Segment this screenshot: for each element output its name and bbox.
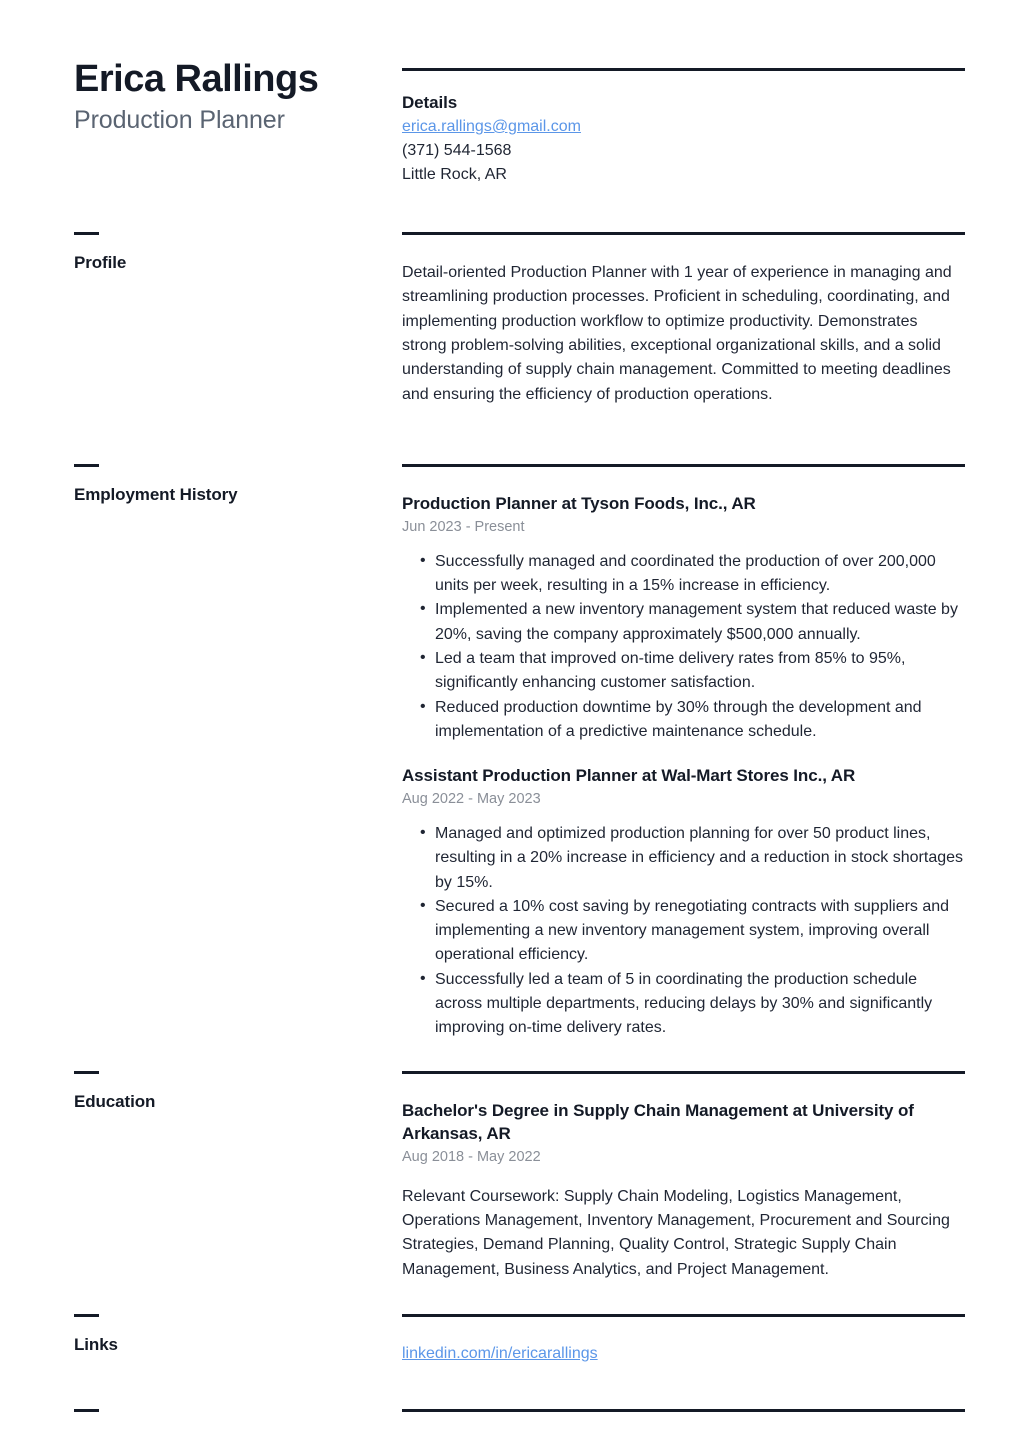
education-title: Bachelor's Degree in Supply Chain Management at University of Arkansas, AR: [402, 1101, 914, 1143]
next-section-divider: [402, 1409, 965, 1412]
dash-marker-icon: [74, 464, 99, 467]
list-item: • Successfully led a team of 5 in coordinating the production schedule across multiple departments, reducing delays by 30% and significantly improving on-time delivery rates.: [402, 968, 965, 1041]
education-coursework: Relevant Coursework: Supply Chain Modeling, Logistics Management, Operations Management, Inventory Management, Procurement and Sourcing Strategies, Demand Planning, Quality Control, Strategic Supply Chain Management, Business Analytics, and Project Management.: [402, 1187, 950, 1278]
list-item: • Managed and optimized production planning for over 50 product lines, resulting in a 20% increase in efficiency and a reduction in stock shortages by 15%.: [402, 822, 965, 895]
dash-marker-icon: [74, 1314, 99, 1317]
location-text: Little Rock, AR: [402, 165, 507, 183]
employment-bullet-list: [402, 550, 965, 745]
employment-title: Assistant Production Planner at Wal-Mart Stores Inc., AR: [402, 766, 856, 786]
section-rule-next: [402, 1409, 965, 1412]
education-date: Aug 2018 - May 2022: [402, 1148, 541, 1165]
sidebar-label-profile: Profile: [74, 253, 127, 272]
profile-text: Detail-oriented Production Planner with 1 year of experience in managing and streamlining production processes. Proficient in scheduling, coordinating, and implementing production workflow to optimize productivity. Demonstrates strong problem-solving abilities, exceptional organizational skills, and a solid understanding of supply chain management. Committed to meeting deadlines and ensuring the efficiency of production operations.: [402, 264, 952, 403]
dash-marker-icon: [74, 1409, 99, 1412]
sidebar-item-next: [74, 1409, 374, 1430]
employment-entry: [402, 765, 965, 1041]
sidebar-item-profile: [74, 232, 374, 273]
employment-date: Jun 2023 - Present: [402, 518, 525, 535]
sidebar-item-education: [74, 1071, 374, 1112]
linkedin-link[interactable]: linkedin.com/in/ericarallings: [402, 1345, 598, 1362]
section-rule-education: [402, 1071, 965, 1074]
dash-marker-icon: [74, 1071, 99, 1074]
employment-title: Production Planner at Tyson Foods, Inc., AR: [402, 494, 756, 513]
employment-section: [402, 464, 965, 1041]
list-item: • Implemented a new inventory management system that reduced waste by 20%, saving the company approximately $500,000 annually.: [402, 598, 965, 647]
dash-marker-icon: [74, 232, 99, 235]
employment-entry: [402, 493, 965, 744]
profile-section: [402, 232, 965, 407]
details-heading: Details: [402, 93, 458, 112]
list-item: • Reduced production downtime by 30% through the development and implementation of a predictive maintenance schedule.: [402, 696, 965, 745]
links-section: [402, 1314, 965, 1366]
resume-header: [74, 58, 394, 136]
list-item: • Successfully managed and coordinated the production of over 200,000 units per week, resulting in a 15% increase in efficiency.: [402, 550, 965, 599]
sidebar-item-links: [74, 1314, 374, 1355]
employment-bullet-list: [402, 822, 965, 1041]
section-rule-employment: [402, 464, 965, 467]
section-rule-profile: [402, 232, 965, 235]
sidebar-label-employment: Employment History: [74, 485, 238, 504]
sidebar-label-education: Education: [74, 1092, 156, 1111]
employment-date: Aug 2022 - May 2023: [402, 791, 541, 808]
list-item: • Secured a 10% cost saving by renegotiating contracts with suppliers and implementing a new inventory management system, improving overall operational efficiency.: [402, 895, 965, 968]
list-item: • Led a team that improved on-time delivery rates from 85% to 95%, significantly enhancing customer satisfaction.: [402, 647, 965, 696]
sidebar-label-links: Links: [74, 1335, 118, 1354]
email-link[interactable]: erica.rallings@gmail.com: [402, 117, 581, 135]
section-rule-links: [402, 1314, 965, 1317]
job-role-subtitle: Production Planner: [74, 105, 285, 134]
education-section: [402, 1071, 965, 1282]
sidebar-item-employment: [74, 464, 374, 505]
details-section: [402, 68, 965, 187]
phone-text: (371) 544-1568: [402, 141, 512, 159]
page-title: Erica Rallings: [74, 58, 319, 100]
section-rule-details: [402, 68, 965, 71]
